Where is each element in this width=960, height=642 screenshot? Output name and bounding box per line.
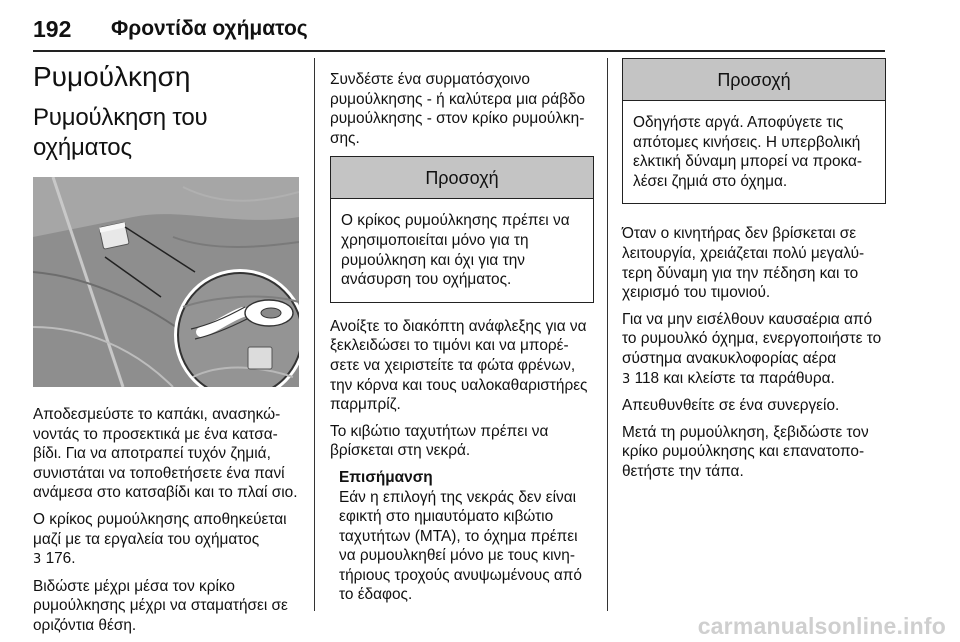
page-reference-link: 118 και κλείστε τα παράθυρα. xyxy=(634,369,835,387)
paragraph-engine-off: Όταν ο κινητήρας δεν βρίσκεται σε λειτουργία, χρειάζεται πολύ μεγαλύ τερη δύναμη για την πέδηση και το χειρισμό του τιμονιού. xyxy=(622,225,865,302)
caution-title: Προσοχή xyxy=(331,157,593,199)
paragraph-air-recirculation: Για να μην εισέλθουν καυσαέρια από το ρυμουλκό όχημα, ενεργοποιήστε το σύστημα ανακυκλοφορίας αέρα 3 118 και κλείστε τα παράθυρα. xyxy=(622,310,882,387)
caution-box-1 xyxy=(330,156,594,302)
page-reference-icon: 3 xyxy=(33,552,42,568)
page-header xyxy=(33,12,885,52)
page-reference-link: 176. xyxy=(45,550,76,568)
column-3 xyxy=(622,58,886,489)
page-number: 192 xyxy=(33,16,72,42)
paragraph-screw-in: Βιδώστε μέχρι μέσα τον κρίκο ρυμούλκησης μέχρι να σταματήσει σε οριζόντια θέση. xyxy=(33,577,288,634)
paragraph-towing-eye-storage: Ο κρίκος ρυμούλκησης αποθηκεύεται μαζί με τα εργαλεία του οχήματος 3 176. xyxy=(33,510,287,568)
subsection-title: Ρυμούλκηση του οχήματος xyxy=(33,104,208,161)
note-title: Επισήμανση xyxy=(339,468,433,486)
note-text: Εάν η επιλογή της νεκράς δεν είναι εφικτή στο ημιαυτόματο κιβώτιο ταχυτήτων (MTA), το όχημα πρέπει να ρυμουλκηθεί μόνο με τους κινη τήριους τροχούς ανυψωμένους από το έδαφος. xyxy=(339,488,582,604)
section-title: Ρυμούλκηση xyxy=(33,61,191,92)
column-1 xyxy=(33,58,299,642)
caution-box-2 xyxy=(622,58,886,204)
paragraph-remove-cover: Αποδεσμεύστε το καπάκι, ανασηκώ νοντάς το προσεκτικά με ένα κατσα βίδι. Για να αποτραπεί τυχόν ζημιά, συνιστάται να τοποθετήσετε ένα πανί ανάμεσα στο κατσαβίδι και το πλαί σιο. xyxy=(33,406,298,502)
towing-eye-illustration xyxy=(33,177,299,387)
page-reference-icon: 3 xyxy=(622,371,631,387)
running-title: Φροντίδα οχήματος xyxy=(111,17,308,40)
paragraph-attach-rope: Συνδέστε ένα συρματόσχοινο ρυμούλκησης - ή καλύτερα μια ράβδο ρυμούλκησης - στον κρίκο ρυμούλκη σης. xyxy=(330,71,586,147)
column-divider-2 xyxy=(607,58,608,611)
watermark-text: carmanualsonline.info xyxy=(697,613,946,639)
paragraph-neutral: Το κιβώτιο ταχυτήτων πρέπει να βρίσκεται στη νεκρά. xyxy=(330,422,549,460)
caution-text: Ο κρίκος ρυμούλκησης πρέπει να χρησιμοποιείται μόνο για τη ρυμούλκηση και όχι για την ανάσυρση του οχήματος. xyxy=(341,212,570,289)
paragraph-workshop: Απευθυνθείτε σε ένα συνεργείο. xyxy=(622,397,840,415)
note-block xyxy=(330,468,594,605)
column-2 xyxy=(330,58,594,612)
paragraph-ignition: Ανοίξτε το διακόπτη ανάφλεξης για να ξεκλειδώσει το τιμόνι και να μπορέ σετε να χειριστείτε τα φώτα φρένων, την κόρνα και τους υαλοκαθαριστήρες παρμπρίζ. xyxy=(330,317,588,414)
caution-title: Προσοχή xyxy=(623,59,885,101)
paragraph-after-towing: Μετά τη ρυμούλκηση, ξεβιδώστε τον κρίκο ρυμούλκησης και επανατοπο θετήστε την τάπα. xyxy=(622,423,869,480)
column-divider-1 xyxy=(314,58,315,611)
caution-text: Οδηγήστε αργά. Αποφύγετε τις απότομες κινήσεις. Η υπερβολική ελκτική δύναμη μπορεί να προκα λέσει ζημιά στο όχημα. xyxy=(633,114,863,190)
